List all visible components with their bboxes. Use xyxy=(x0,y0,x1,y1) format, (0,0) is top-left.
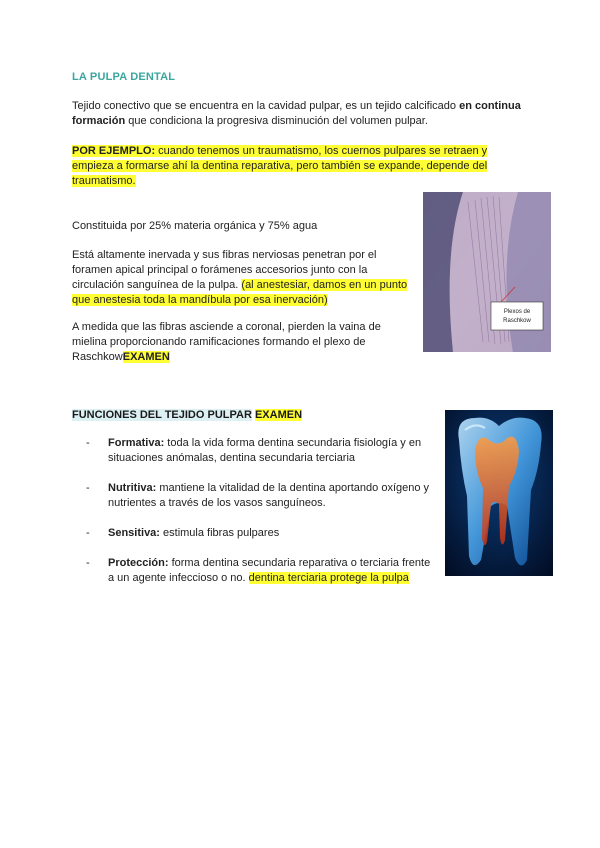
function-text: mantiene la vitalidad de la dentina aportando oxígeno y nutrientes a través de los vasos sanguíneos. xyxy=(108,482,430,509)
histology-label: Plexos de xyxy=(503,309,531,315)
list-item xyxy=(86,436,436,466)
intro-text-a: Tejido conectivo que se encuentra en la cavidad pulpar, es un tejido calcificado xyxy=(72,100,460,112)
intro-bold: en continua formación xyxy=(72,100,521,127)
histology-label-2: Raschkow xyxy=(503,318,531,324)
tooth-3d-illustration-icon xyxy=(445,410,553,576)
bullet-dash-icon: - xyxy=(86,482,90,494)
function-text: estimula fibras pulpares xyxy=(159,527,280,539)
list-item xyxy=(86,481,436,511)
example-text: cuando tenemos un traumatismo, los cuernos pulpares se retraen y empieza a formarse ahí la dentina reparativa, pero también se expande, depende del traumatismo. xyxy=(72,145,488,187)
intro-paragraph xyxy=(72,99,527,129)
innervation-highlight: (al anestesiar, damos en un punto que anestesia toda la mandíbula por esa inervación) xyxy=(72,279,408,306)
innervation-paragraph xyxy=(72,248,412,308)
tooth-image xyxy=(445,410,553,576)
innervation-text: Está altamente inervada y sus fibras nerviosas penetran por el foramen apical principal o forámenes accesorios junto con la circulación sanguínea de la pulpa. xyxy=(72,249,377,291)
list-item xyxy=(86,526,436,541)
function-text: forma dentina secundaria reparativa o terciaria frente a un agente infeccioso o no. xyxy=(108,557,431,584)
list-item xyxy=(86,556,436,586)
histology-micrograph-icon xyxy=(423,192,551,352)
functions-list xyxy=(86,436,436,601)
fibers-text: A medida que las fibras asciende a coronal, pierden la vaina de mielina proporcionando ramificaciones formando el plexo de Raschkow xyxy=(72,321,381,363)
example-paragraph xyxy=(72,144,527,189)
page-title: LA PULPA DENTAL xyxy=(72,71,176,83)
functions-heading-label: FUNCIONES DEL TEJIDO PULPAR xyxy=(72,409,252,421)
function-name: Formativa: xyxy=(108,437,165,449)
functions-heading xyxy=(72,409,302,421)
function-name: Sensitiva: xyxy=(108,527,160,539)
function-name: Protección: xyxy=(108,557,169,569)
intro-text-b: que condiciona la progresiva disminución del volumen pulpar. xyxy=(125,115,428,127)
bullet-dash-icon: - xyxy=(86,527,90,539)
fibers-paragraph xyxy=(72,320,412,365)
function-text: toda la vida forma dentina secundaria fisiología y en situaciones anómalas, dentina secundaria terciaria xyxy=(108,437,422,464)
function-highlight: dentina terciaria protege la pulpa xyxy=(248,572,409,584)
exam-tag: EXAMEN xyxy=(122,351,170,363)
bullet-dash-icon: - xyxy=(86,557,90,569)
composition-paragraph: Constituida por 25% materia orgánica y 75% agua xyxy=(72,220,318,232)
functions-exam-tag: EXAMEN xyxy=(254,409,303,421)
bullet-dash-icon: - xyxy=(86,437,90,449)
function-name: Nutritiva: xyxy=(108,482,157,494)
example-label: POR EJEMPLO: xyxy=(72,145,156,157)
histology-image xyxy=(423,192,551,352)
